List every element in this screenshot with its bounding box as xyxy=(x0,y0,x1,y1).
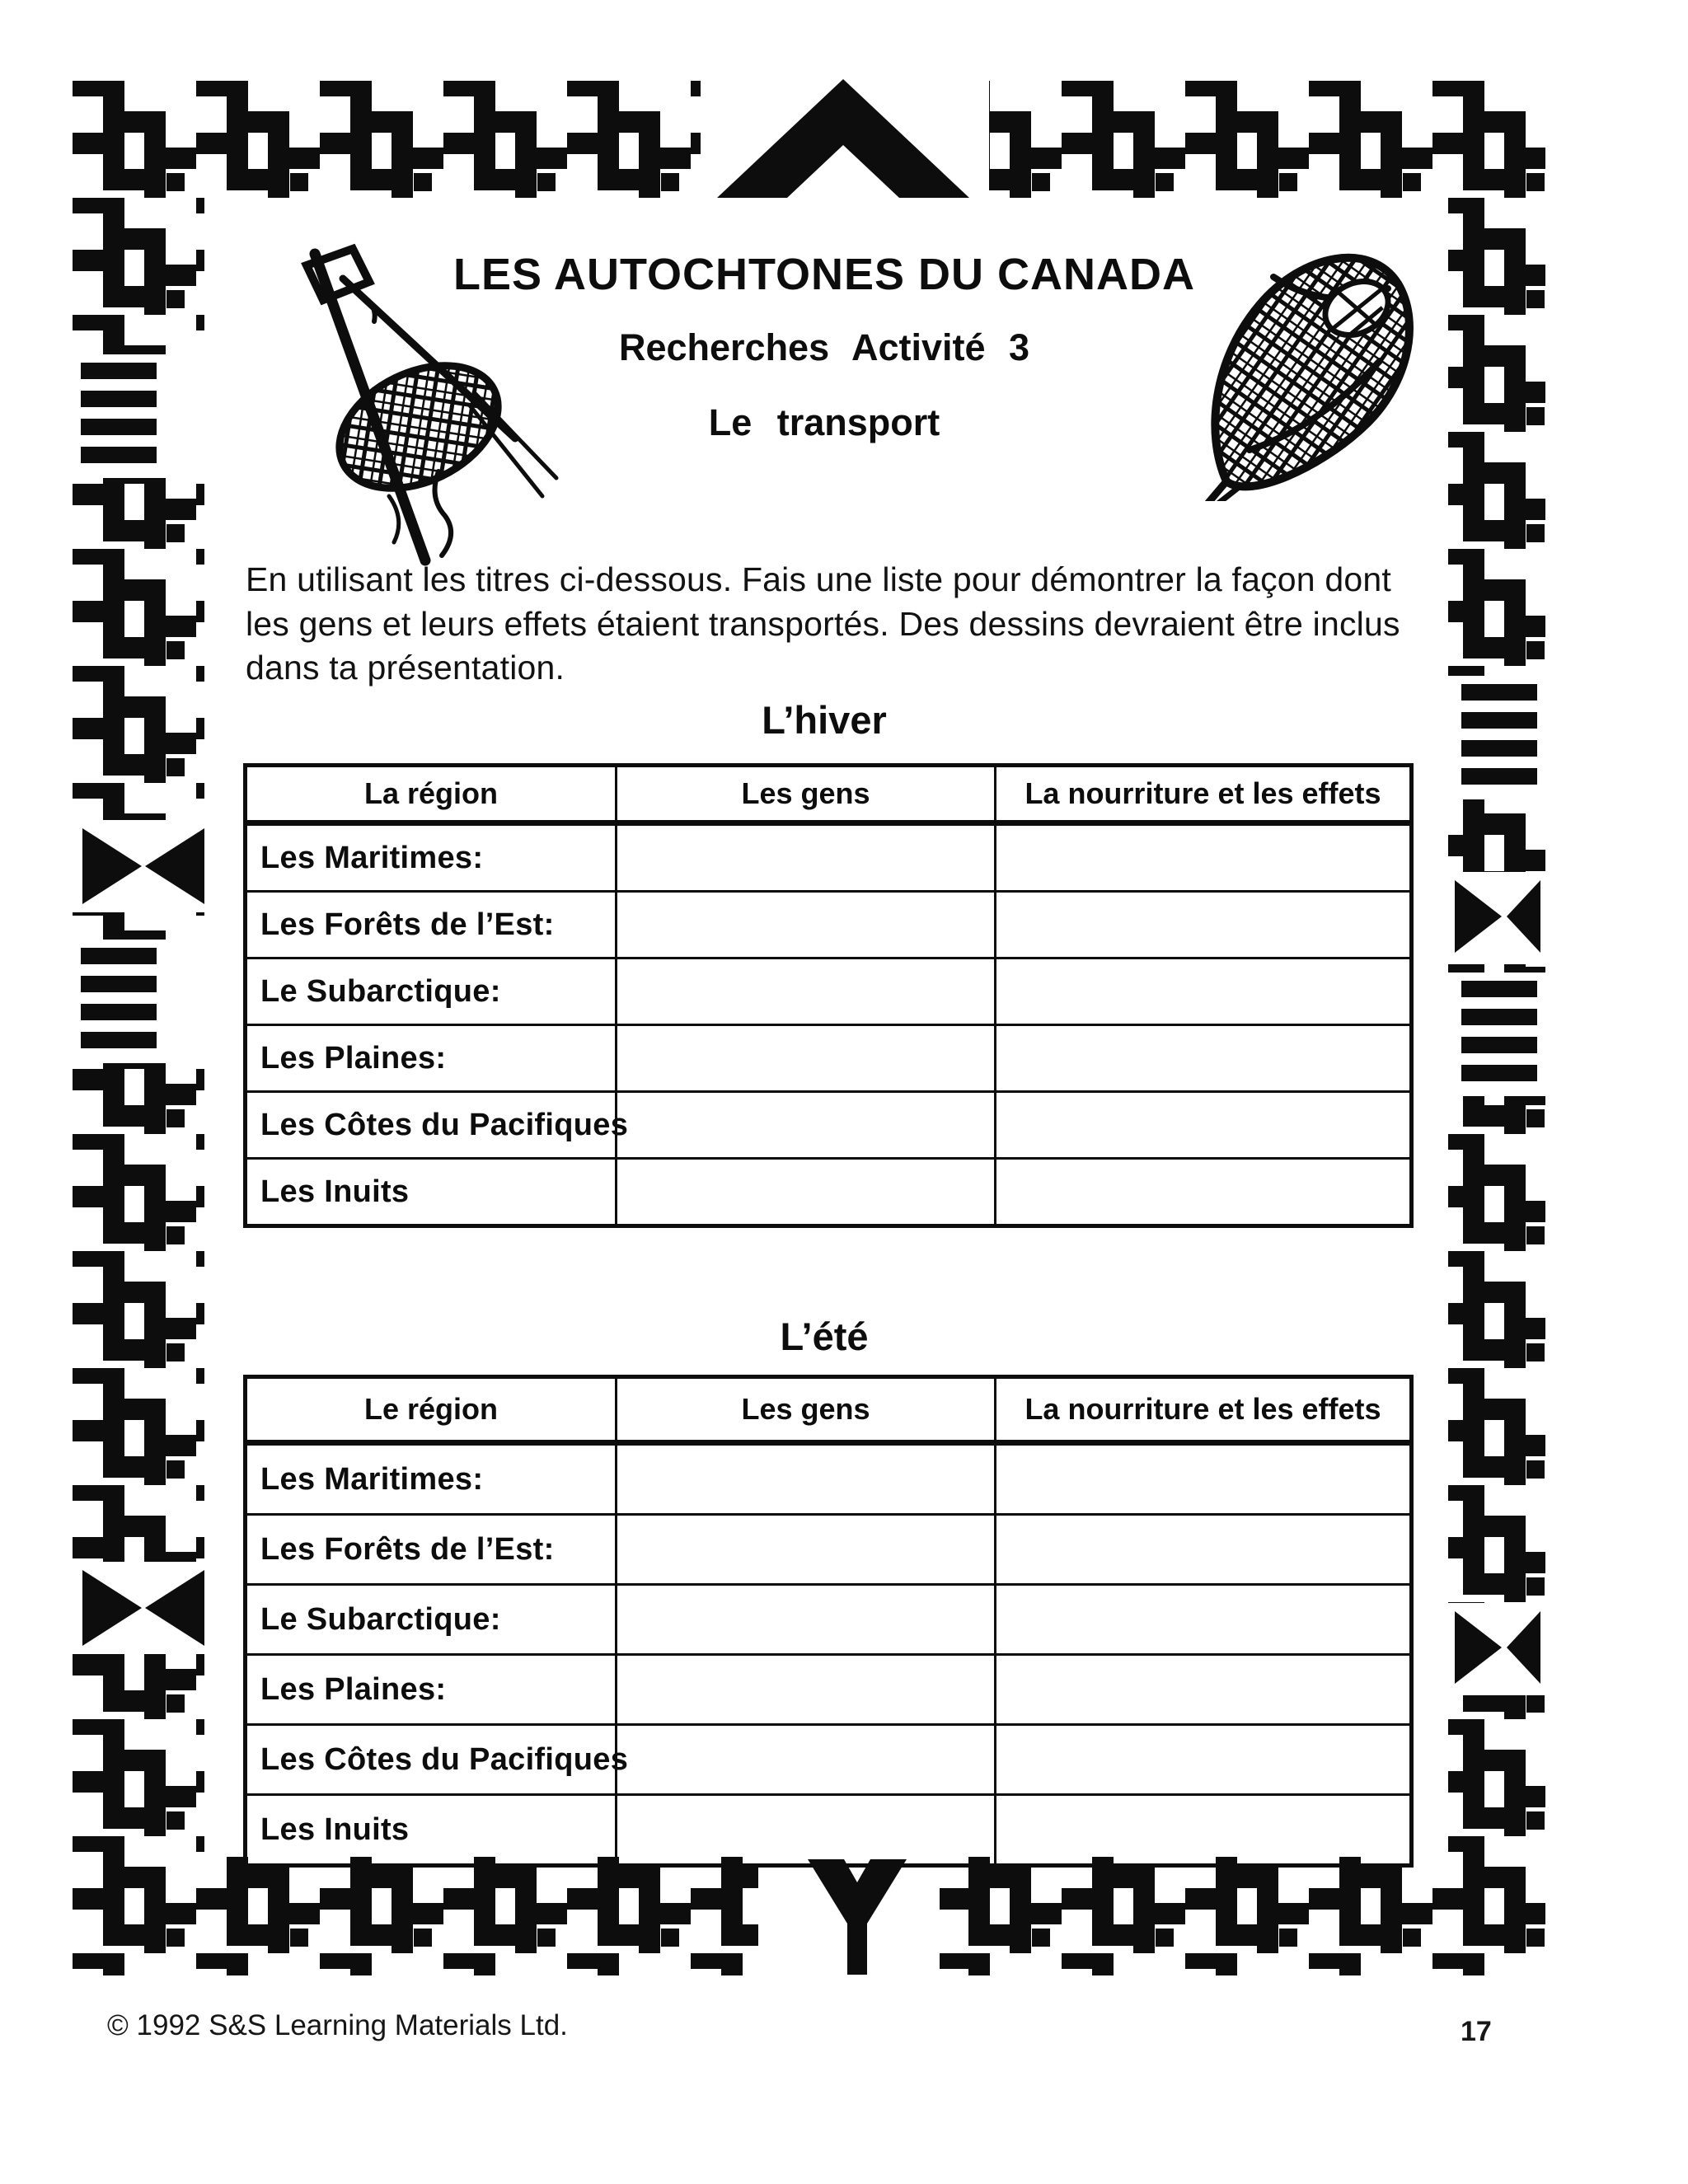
page-number: 17 xyxy=(1461,2016,1492,2047)
row-label: Les Forêts de l’Est: xyxy=(246,892,617,958)
answer-cell xyxy=(617,1025,996,1092)
answer-cell xyxy=(996,1585,1412,1655)
answer-cell xyxy=(996,1795,1412,1866)
column-header-people: Les gens xyxy=(617,766,996,823)
answer-cell xyxy=(996,892,1412,958)
page-title: LES AUTOCHTONES DU CANADA xyxy=(452,250,1196,299)
section-title-summer: L’été xyxy=(780,1315,869,1358)
answer-cell xyxy=(996,823,1412,892)
answer-cell xyxy=(996,1159,1412,1226)
table-row xyxy=(246,958,1412,1025)
row-label: Le Subarctique: xyxy=(246,1585,617,1655)
answer-cell xyxy=(617,1515,996,1585)
row-label: Les Côtes du Pacifiques xyxy=(246,1092,617,1159)
answer-cell xyxy=(617,892,996,958)
answer-cell xyxy=(996,1443,1412,1515)
table-header-row xyxy=(246,766,1412,823)
table-row xyxy=(246,1443,1412,1515)
column-header-food: La nourriture et les effets xyxy=(996,1377,1412,1443)
answer-cell xyxy=(617,1725,996,1795)
table-row xyxy=(246,1725,1412,1795)
answer-cell xyxy=(617,958,996,1025)
answer-cell xyxy=(996,1515,1412,1585)
answer-cell xyxy=(617,823,996,892)
column-header-region: Le région xyxy=(246,1377,617,1443)
column-header-people: Les gens xyxy=(617,1377,996,1443)
table-row xyxy=(246,1025,1412,1092)
row-label: Les Côtes du Pacifiques xyxy=(246,1725,617,1795)
table-row xyxy=(246,1585,1412,1655)
y-arrow-motif xyxy=(758,1857,940,1975)
answer-cell xyxy=(617,1795,996,1866)
table-row xyxy=(246,1515,1412,1585)
topic-subtitle: Le transport xyxy=(708,401,940,443)
summer-table xyxy=(243,1375,1414,1868)
table-row xyxy=(246,892,1412,958)
answer-cell xyxy=(617,1092,996,1159)
row-label: Les Inuits xyxy=(246,1159,617,1226)
answer-cell xyxy=(996,1025,1412,1092)
winter-table xyxy=(243,763,1414,1228)
table-row xyxy=(246,1655,1412,1725)
copyright-text: © 1992 S&S Learning Materials Ltd. xyxy=(107,2009,568,2041)
tent-motif xyxy=(701,79,989,199)
answer-cell xyxy=(617,1585,996,1655)
row-label: Le Subarctique: xyxy=(246,958,617,1025)
activity-subtitle: Recherches Activité 3 xyxy=(618,326,1030,368)
row-label: Les Plaines: xyxy=(246,1655,617,1725)
row-label: Les Forêts de l’Est: xyxy=(246,1515,617,1585)
row-label: Les Plaines: xyxy=(246,1025,617,1092)
row-label: Les Maritimes: xyxy=(246,1443,617,1515)
instructions-text: En utilisant les titres ci-dessous. Fais une liste pour démontrer la façon dont les gens et leurs effets étaient transportés. Des dessins devraient être inclus dans ta présentation. xyxy=(246,560,1400,687)
table-row xyxy=(246,1092,1412,1159)
column-header-food: La nourriture et les effets xyxy=(996,766,1412,823)
section-title-winter: L’hiver xyxy=(762,698,887,742)
answer-cell xyxy=(617,1159,996,1226)
table-row xyxy=(246,1795,1412,1866)
answer-cell xyxy=(996,1655,1412,1725)
answer-cell xyxy=(996,1725,1412,1795)
answer-cell xyxy=(996,1092,1412,1159)
column-header-region: La région xyxy=(246,766,617,823)
table-row xyxy=(246,1159,1412,1226)
row-label: Les Maritimes: xyxy=(246,823,617,892)
answer-cell xyxy=(996,958,1412,1025)
table-row xyxy=(246,823,1412,892)
row-label: Les Inuits xyxy=(246,1795,617,1866)
table-header-row xyxy=(246,1377,1412,1443)
answer-cell xyxy=(617,1443,996,1515)
answer-cell xyxy=(617,1655,996,1725)
